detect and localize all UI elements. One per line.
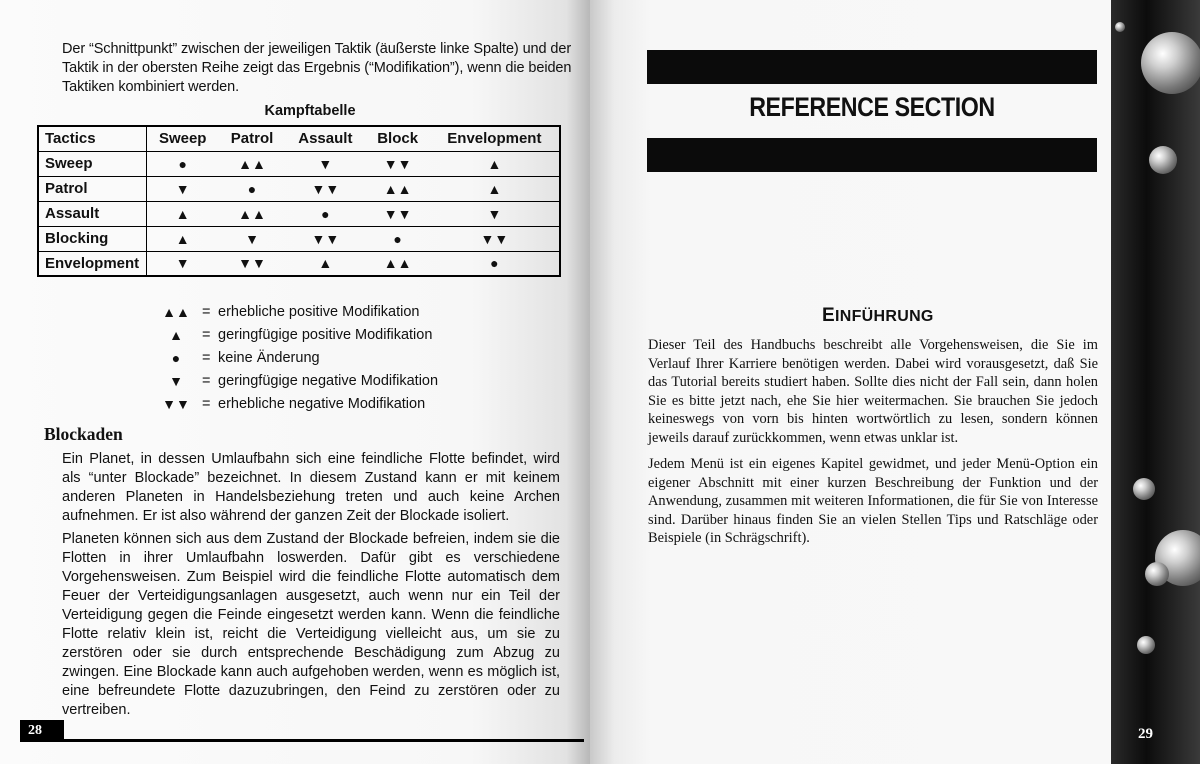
left-page <box>0 0 590 764</box>
table-cell: ▼▼ <box>285 226 365 251</box>
body-paragraph: Jedem Menü ist ein eigenes Kapitel gewidmet, und jeder Menü-Option ein eigener Abschnitt mit einer kurzen Beschreibung der Funktion und der Anwendung, zusammen mit weiteren Informationen, die für Sie von Interesse sind. Darüber hinaus finden Sie an vielen Stellen Tips und Ratschläge oder Beispiele (in Schrägschrift). <box>648 456 1098 546</box>
legend-item <box>150 300 510 323</box>
legend-item <box>150 323 510 346</box>
table-cell: ● <box>430 251 560 276</box>
table-cell: ● <box>285 201 365 226</box>
table-cell: ▼▼ <box>430 226 560 251</box>
row-label: Sweep <box>38 151 146 176</box>
legend-equals: = <box>202 395 211 412</box>
heading-initial: E <box>822 305 835 326</box>
table-cell: ● <box>366 226 430 251</box>
decorative-planet-strip <box>1111 0 1200 764</box>
table-cell: ▼ <box>285 151 365 176</box>
planet-graphic <box>1141 32 1200 94</box>
legend-symbol: ▼ <box>169 372 183 389</box>
table-cell: ▲ <box>146 201 219 226</box>
legend-item <box>150 346 510 369</box>
legend-equals: = <box>202 372 211 389</box>
legend-equals: = <box>202 326 211 343</box>
table-cell: ▼ <box>146 176 219 201</box>
section-heading-blockaden: Blockaden <box>44 424 123 444</box>
table-cell: ▲▲ <box>366 176 430 201</box>
legend-text: geringfügige positive Modifikation <box>218 326 433 343</box>
table-row <box>38 176 560 201</box>
table-row <box>38 226 560 251</box>
table-header-cell: Patrol <box>219 126 285 151</box>
table-row <box>38 201 560 226</box>
bottom-rule <box>64 739 584 742</box>
table-cell: ▼ <box>146 251 219 276</box>
table-header-cell: Tactics <box>38 126 146 151</box>
table-cell: ▼ <box>430 201 560 226</box>
page-number: 28 <box>20 720 64 742</box>
legend-symbol: ▲▲ <box>162 303 190 320</box>
body-paragraph: Dieser Teil des Handbuchs beschreibt alle Vorgehensweisen, die Sie im Verlauf Ihrer Karriere benötigen werden. Dabei wird vorausgesetzt, daß Sie das Tutorial bereits studiert haben. Sollte dies nicht der Fall sein, dann holen Sie es bitte jetzt nach, ehe Sie hier weitermachen. Sie brauchen Sie jedoch keineswegs von vorn bis hinten wortwörtlich zu lesen, sondern können jeweils darauf zurückkommen, wenn etwas unklar ist. <box>648 337 1098 446</box>
row-label: Patrol <box>38 176 146 201</box>
planet-graphic <box>1115 22 1125 32</box>
legend-text: erhebliche positive Modifikation <box>218 303 420 320</box>
table-cell: ● <box>219 176 285 201</box>
table-row <box>38 151 560 176</box>
legend-item <box>150 369 510 392</box>
table-row <box>38 251 560 276</box>
table-header-cell: Block <box>366 126 430 151</box>
table-cell: ▲▲ <box>219 151 285 176</box>
heading-rest: INFÜHRUNG <box>834 308 934 325</box>
table-cell: ▲ <box>430 151 560 176</box>
legend-text: erhebliche negative Modifikation <box>218 395 426 412</box>
legend-item <box>150 392 510 415</box>
body-paragraph: Planeten können sich aus dem Zustand der Blockade befreien, indem sie die Flotten in ihrer Umlaufbahn loswerden. Dafür gibt es verschiedene Vorgehensweisen. Zum Beispiel wird die feindliche Flotte automatisch dem Feuer der Verteidigungsanlagen ausgesetzt, auch wenn nur ein Teil der Verteidigung gegen die Feinde eingesetzt werden kann. Wenn die feindliche Flotte relativ klein ist, reicht die Verteidigung vielleicht aus, um sie zu zerstören oder sie durch entsprechende Beschädigung zum Abzug zu zwingen. Eine Blockade kann auch aufgehoben werden, wenn es möglich ist, eine befreundete Flotte dazuzubringen, den Feind zu zerstören oder zu vertreiben. <box>62 531 560 718</box>
legend-equals: = <box>202 349 211 366</box>
legend-symbol: ▼▼ <box>162 395 190 412</box>
table-legend <box>150 300 510 415</box>
table-cell: ▲ <box>430 176 560 201</box>
table-header-cell: Assault <box>285 126 365 151</box>
table-cell: ▼ <box>219 226 285 251</box>
legend-text: geringfügige negative Modifikation <box>218 372 439 389</box>
row-label: Assault <box>38 201 146 226</box>
right-page <box>590 0 1200 764</box>
body-paragraph: Ein Planet, in dessen Umlaufbahn sich eine feindliche Flotte befindet, wird als “unter Blockade” bezeichnet. In diesem Zustand kann er mit keinem anderen Planeten in Handelsbeziehung treten und auch keine Archen aufnehmen. Er ist also während der ganzen Zeit der Blockade isoliert. <box>62 451 560 524</box>
table-cell: ▲▲ <box>366 251 430 276</box>
table-cell: ● <box>146 151 219 176</box>
table-cell: ▼▼ <box>366 201 430 226</box>
row-label: Blocking <box>38 226 146 251</box>
table-caption: Kampftabelle <box>264 103 356 119</box>
title-bar-bottom <box>647 138 1097 172</box>
legend-symbol: ● <box>171 349 181 366</box>
planet-graphic <box>1137 636 1155 654</box>
planet-graphic <box>1145 562 1169 586</box>
table-header-cell: Envelopment <box>430 126 560 151</box>
legend-symbol: ▲ <box>169 326 183 343</box>
legend-equals: = <box>202 303 211 320</box>
title-bar-top <box>647 50 1097 84</box>
combat-table <box>37 125 561 277</box>
table-header-row <box>38 126 560 151</box>
planet-graphic <box>1149 146 1177 174</box>
table-cell: ▲▲ <box>219 201 285 226</box>
table-header-cell: Sweep <box>146 126 219 151</box>
page-title: REFERENCE SECTION <box>749 92 995 122</box>
intro-paragraph: Der “Schnittpunkt” zwischen der jeweiligen Taktik (äußerste linke Spalte) und der Taktik in der obersten Reihe zeigt das Ergebnis (“Modifikation”), wenn die beiden Taktiken kombiniert werden. <box>62 41 572 95</box>
table-cell: ▼▼ <box>219 251 285 276</box>
table-cell: ▲ <box>285 251 365 276</box>
planet-graphic <box>1133 478 1155 500</box>
table-cell: ▲ <box>146 226 219 251</box>
legend-text: keine Änderung <box>218 349 320 366</box>
page-number: 29 <box>1138 726 1153 742</box>
row-label: Envelopment <box>38 251 146 276</box>
table-cell: ▼▼ <box>366 151 430 176</box>
table-cell: ▼▼ <box>285 176 365 201</box>
section-heading-einfuehrung <box>822 305 934 327</box>
